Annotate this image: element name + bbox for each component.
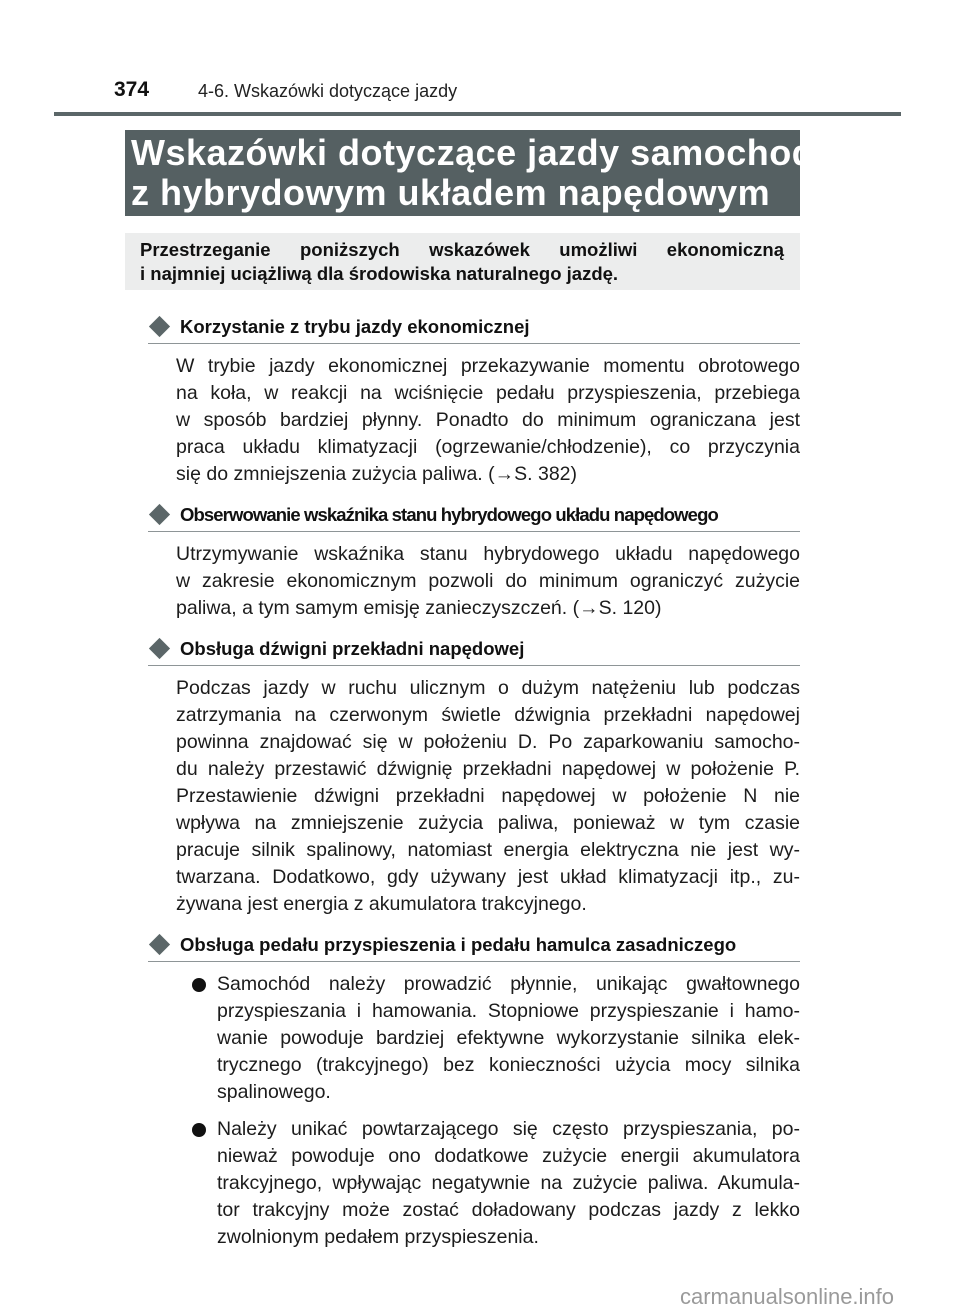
sub-heading-text: Obserwowanie wskaźnika stanu hybrydowego układu napędowego — [180, 503, 718, 525]
text-line: trakcyjnego, wpływając negatywnie na zużycie paliwa. Akumula- — [217, 1172, 800, 1194]
diamond-bullet-icon — [149, 504, 170, 525]
intro-line: i najmniej uciążliwą dla środowiska naturalnego jazdę. — [140, 263, 619, 284]
text-line: du należy przestawić dźwignię przekładni napędowej w położenie P. — [176, 758, 800, 780]
text-line: w zakresie ekonomicznym pozwoli do minimum ograniczyć zużycie — [176, 570, 800, 592]
watermark: carmanualsonline.info — [680, 1284, 895, 1309]
page-header — [0, 78, 960, 108]
intro-text — [140, 238, 784, 286]
title-line: Wskazówki dotyczące jazdy samochodem — [131, 132, 868, 173]
text-line: Przestawienie dźwigni przekładni napędowej w położenie N nie — [176, 785, 800, 807]
text-line: Utrzymywanie wskaźnika stanu hybrydowego układu napędowego — [176, 543, 800, 565]
text-line: Należy unikać powtarzającego się często przyspieszania, po- — [217, 1118, 800, 1140]
text-line: w sposób bardziej płynny. Ponadto do minimum ograniczana jest — [176, 409, 800, 431]
page-reference-link[interactable]: paliwa, a tym samym emisję zanieczyszczeń. (→S. 120) — [176, 597, 662, 619]
section-label: 4-6. Wskazówki dotyczące jazdy — [198, 81, 458, 101]
intro-box — [125, 233, 800, 290]
page-number: 374 — [114, 78, 150, 101]
sub-heading-text: Obsługa pedału przyspieszenia i pedału hamulca zasadniczego — [180, 933, 737, 955]
page-reference-link[interactable]: się do zmniejszenia zużycia paliwa. (→S. 382) — [176, 463, 578, 485]
text-line: twarzana. Dodatkowo, gdy używany jest układ klimatyzacji itp., zu- — [176, 866, 800, 888]
text-line: przyspieszania i hamowania. Stopniowe przyspieszanie i hamo- — [217, 1000, 800, 1022]
diamond-bullet-icon — [149, 934, 170, 955]
text-line: W trybie jazdy ekonomicznej przekazywanie momentu obrotowego — [176, 355, 800, 377]
text-line: spalinowego. — [217, 1081, 331, 1103]
text-line: wpływa na zmniejszenie zużycia paliwa, ponieważ w tym czasie — [176, 812, 800, 834]
text-line: trycznego (trakcyjnego) bez konieczności użycia mocy silnika — [217, 1054, 800, 1076]
text-line: żywana jest energia z akumulatora trakcyjnego. — [176, 893, 587, 915]
text-line: na koła, w reakcji na wciśnięcie pedału przyspieszenia, przebiega — [176, 382, 800, 404]
text-line: Samochód należy prowadzić płynnie, unikając gwałtownego — [217, 973, 800, 995]
diamond-bullet-icon — [149, 638, 170, 659]
section-hybrid-indicator — [148, 498, 800, 622]
text-line: Podczas jazdy w ruchu ulicznym o dużym natężeniu lub podczas — [176, 677, 800, 699]
sub-heading-text: Obsługa dźwigni przekładni napędowej — [180, 637, 525, 659]
bullet-text — [217, 971, 800, 1106]
text-line: praca układu klimatyzacji (ogrzewanie/chłodzenie), co przyczynia — [176, 436, 800, 458]
section-eco-mode — [148, 310, 800, 488]
bullet-dot-icon — [192, 1123, 206, 1137]
intro-line: Przestrzeganie poniższych wskazówek umożliwi ekonomiczną — [140, 239, 784, 260]
text-line: nieważ powoduje ono dodatkowe zużycie energii akumulatora — [217, 1145, 800, 1167]
sub-heading — [148, 928, 800, 962]
text-line: pracuje silnik spalinowy, natomiast energia elektryczna nie jest wy- — [176, 839, 800, 861]
sub-heading-text: Korzystanie z trybu jazdy ekonomicznej — [180, 315, 530, 337]
sub-heading — [148, 632, 800, 666]
page-title — [125, 130, 868, 216]
paragraph — [176, 541, 800, 622]
bullet-item — [192, 1116, 800, 1251]
text-line: zwolnionym pedałem przyspieszenia. — [217, 1226, 539, 1248]
sub-heading — [148, 498, 800, 532]
paragraph — [176, 675, 800, 918]
paragraph — [176, 353, 800, 488]
text-line: zatrzymania na czerwonym świetle dźwignia przekładni napędowej — [176, 704, 800, 726]
text-line: tor trakcyjny może zostać doładowany podczas jazdy z lekko — [217, 1199, 800, 1221]
bullet-item — [192, 971, 800, 1106]
bullet-text — [217, 1116, 800, 1251]
main-content — [148, 310, 800, 1261]
section-pedals — [148, 928, 800, 1251]
text-line: powinna znajdować się w położeniu D. Po zaparkowaniu samocho- — [176, 731, 800, 753]
diamond-bullet-icon — [149, 316, 170, 337]
title-line: z hybrydowym układem napędowym — [131, 172, 771, 213]
bullet-dot-icon — [192, 978, 206, 992]
header-divider — [54, 112, 901, 116]
text-line: wanie powoduje bardziej efektywne wykorzystanie silnika elek- — [217, 1027, 800, 1049]
sub-heading — [148, 310, 800, 344]
section-shift-lever — [148, 632, 800, 918]
